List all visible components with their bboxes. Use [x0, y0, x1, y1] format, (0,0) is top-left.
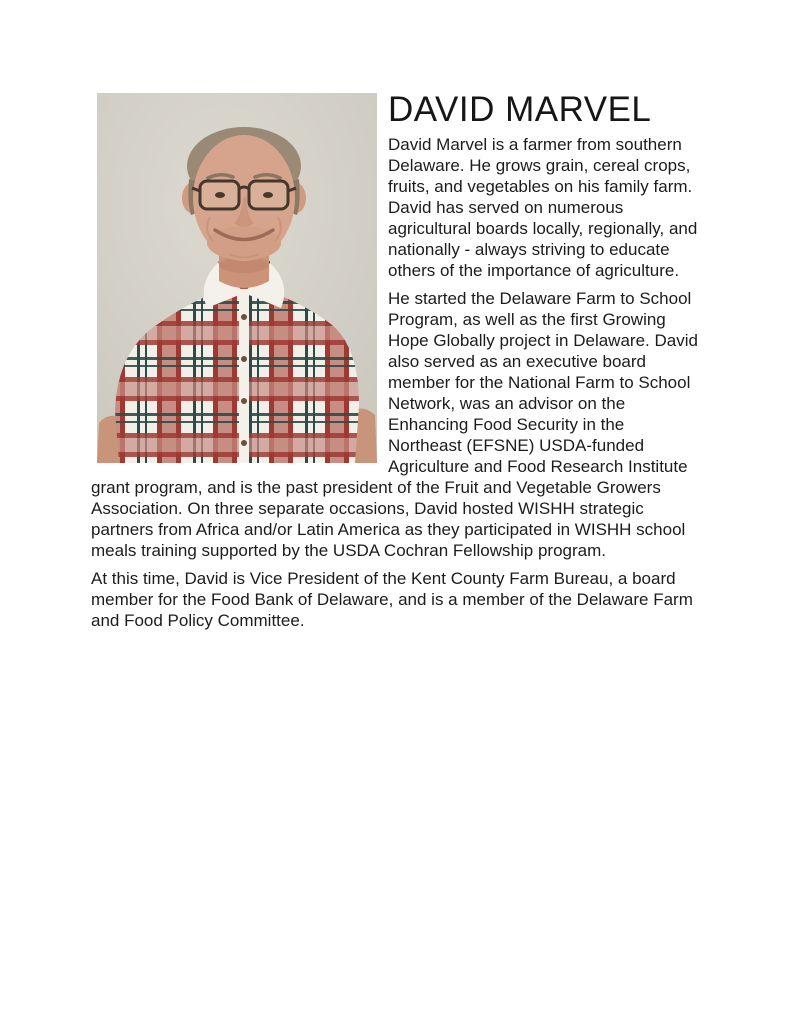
portrait-photo — [97, 93, 377, 463]
bio-paragraph-1: David Marvel is a farmer from southern Delaware. He grows grain, cereal crops, fruits, and vegetables on his family farm. David has served on numerous agricultural boards locally, regionally, and nationally - always striving to educate others of the importance of agriculture. — [388, 135, 698, 280]
bio-paragraph-2: He started the Delaware Farm to School Program, as well as the first Growing Hope Globally project in Delaware. David also served as an executive board member for the National Farm to School Network, was an advisor on the Enhancing Food Security in the Northeast (EFSNE) USDA-funded Agriculture and Food Research Institute grant program, and is the past president of the Fruit and Vegetable Growers Association. On three separate occasions, David hosted WISHH strategic partners from Africa and/or Latin America as they participated in WISHH school meals training supported by the USDA Cochran Fellowship program. — [91, 289, 698, 560]
portrait-photo-image — [97, 93, 377, 463]
bio-paragraph-3: At this time, David is Vice President of the Kent County Farm Bureau, a board member for the Food Bank of Delaware, and is a member of the Delaware Farm and Food Policy Committee. — [91, 569, 693, 630]
page-title: DAVID MARVEL — [388, 90, 652, 129]
